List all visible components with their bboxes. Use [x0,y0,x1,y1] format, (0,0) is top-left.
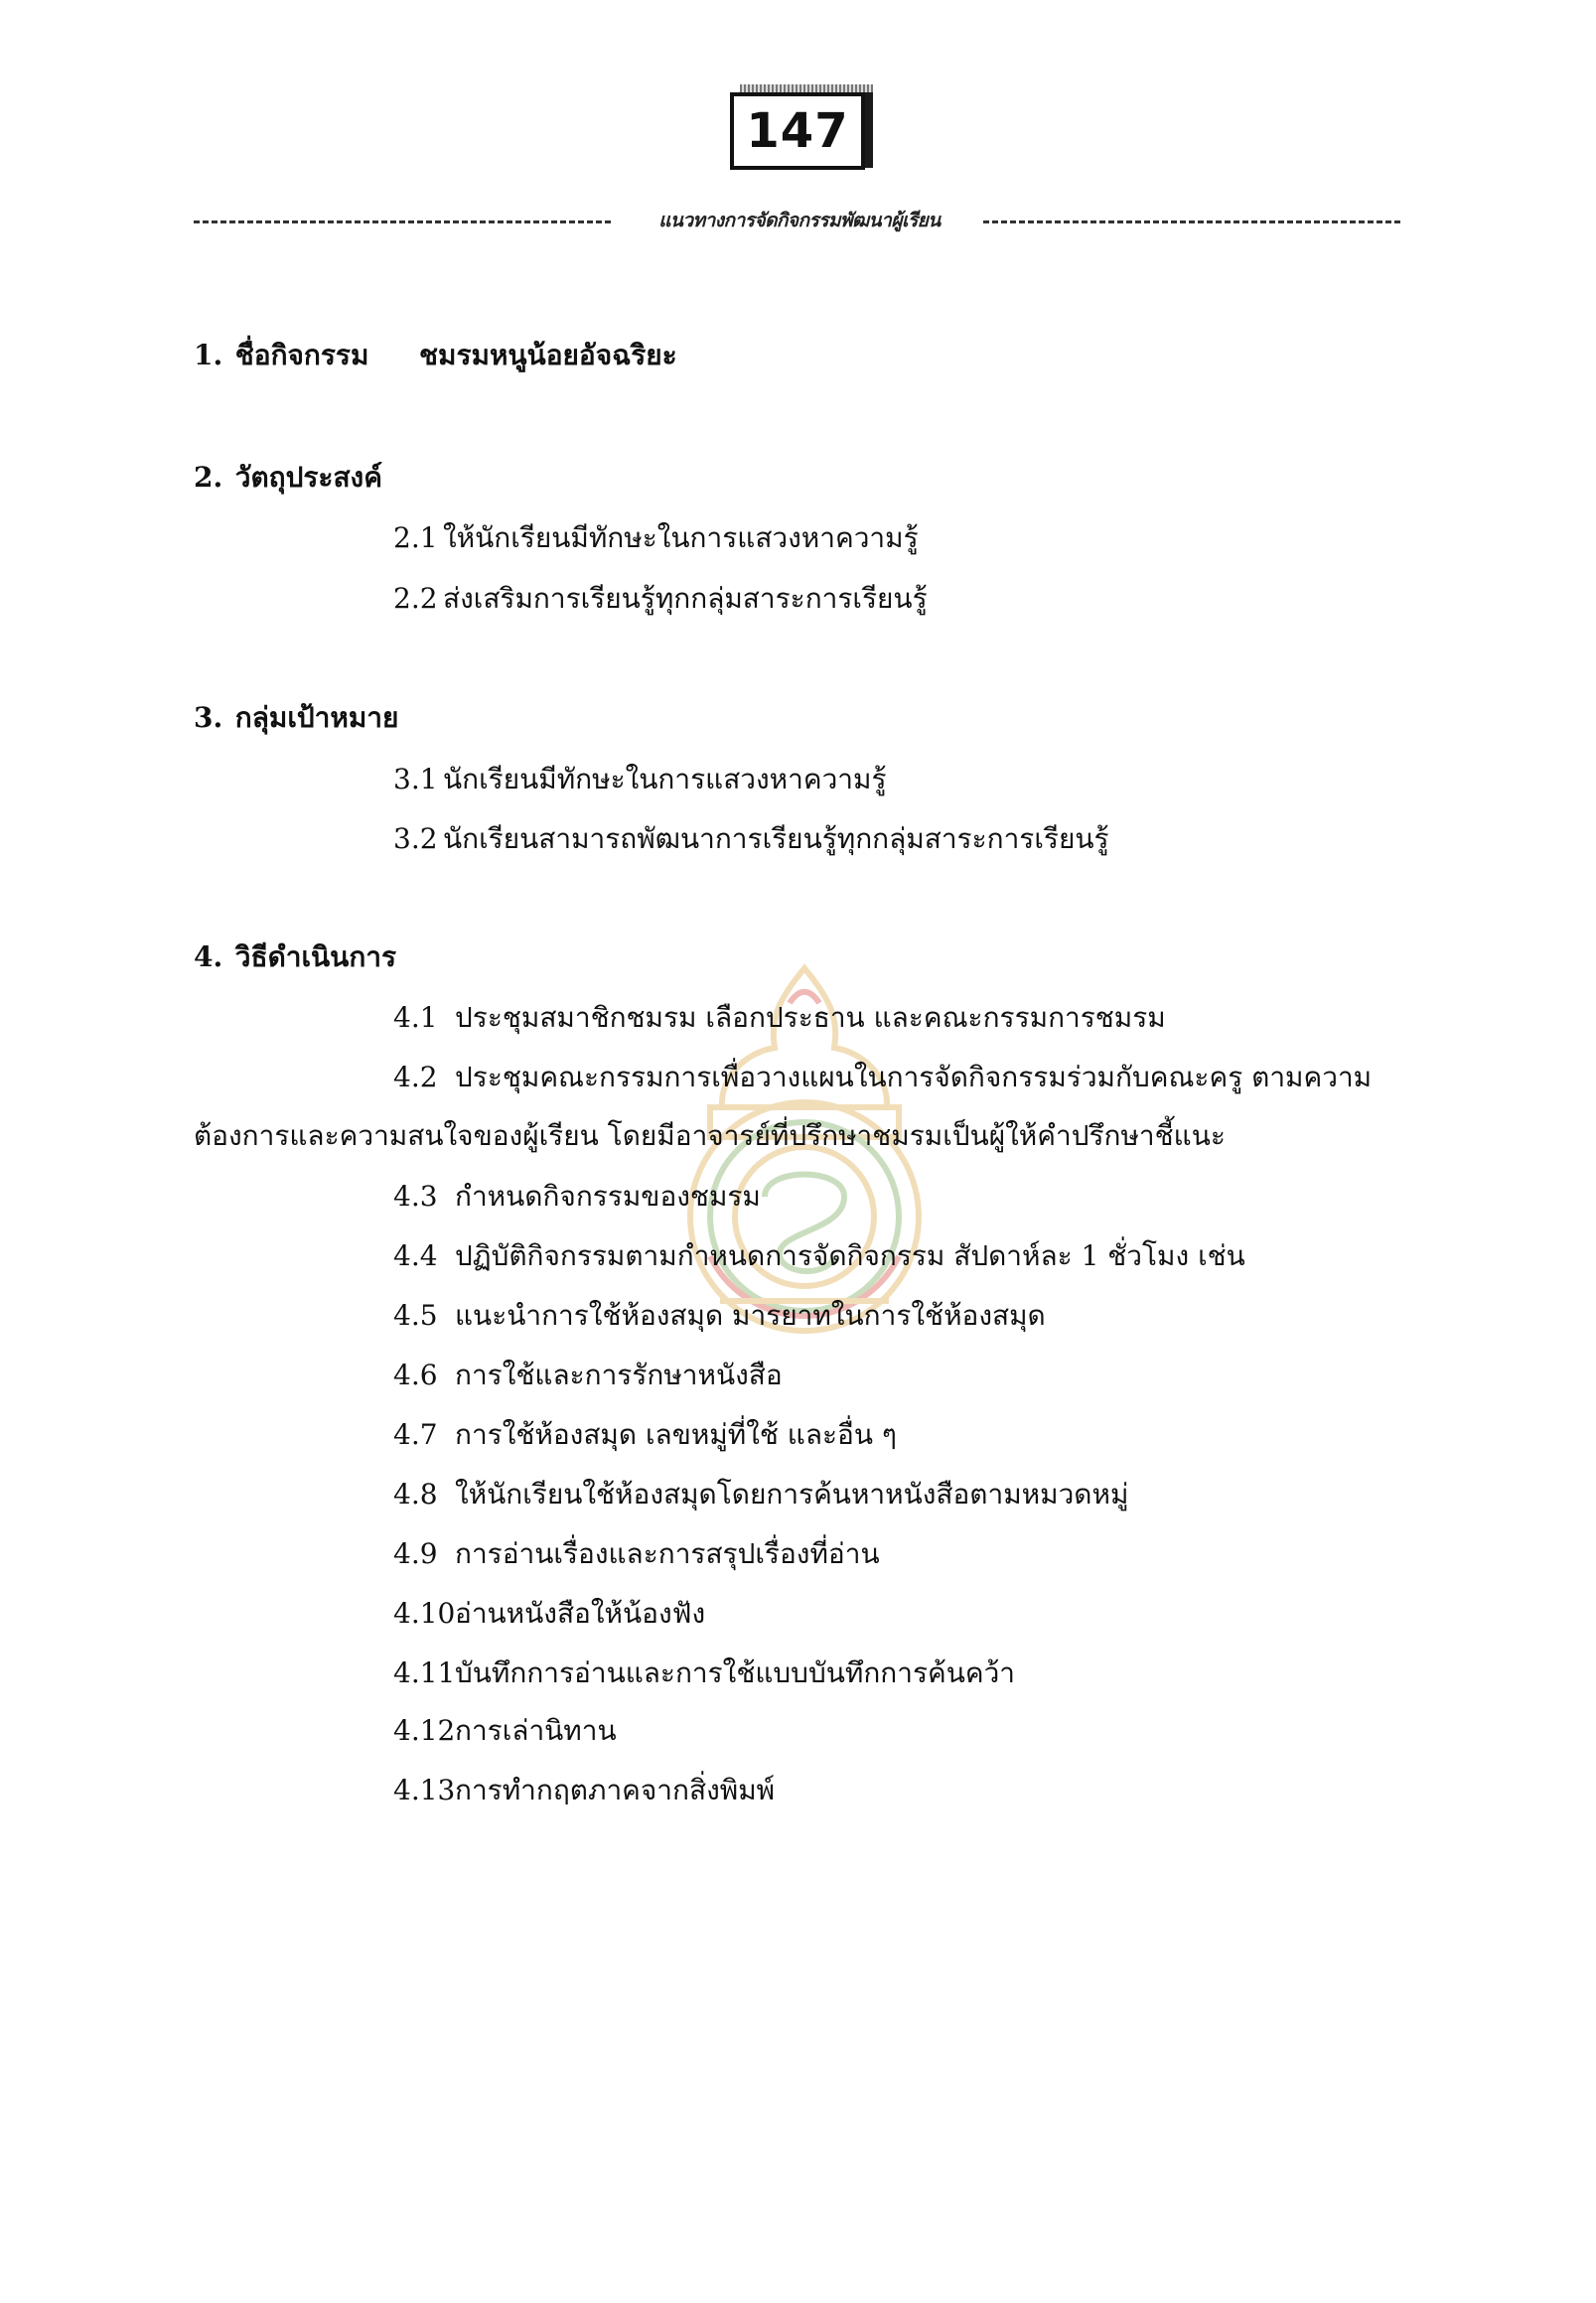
section-1-value: ชมรมหนูน้อยอัจฉริยะ [419,339,677,371]
list-item: 3.1 นักเรียนมีทักษะในการแสวงหาความรู้ [393,763,887,795]
list-item-continuation: ต้องการและความสนใจของผู้เรียน โดยมีอาจารย์ที่ปรึกษาชมรมเป็นผู้ให้คำปรึกษาชี้แนะ [194,1119,1226,1152]
section-2-heading [194,460,382,496]
page-number: 147 [730,92,865,170]
section-2-label: วัตถุประสงค์ [234,461,382,494]
header-title: แนวทางการจัดกิจกรรมพัฒนาผู้เรียน [658,210,941,231]
section-3-number: 3. [194,701,223,734]
section-3-heading [194,700,398,736]
section-1-label: ชื่อกิจกรรม [234,339,369,371]
list-item: 4.3 กำหนดกิจกรรมของชมรม [393,1180,761,1213]
list-item: 4.2 ประชุมคณะกรรมการเพื่อวางแผนในการจัดกิจกรรมร่วมกับคณะครู ตามความ [393,1061,1373,1093]
section-4-heading [194,939,396,975]
section-3-label: กลุ่มเป้าหมาย [234,701,399,734]
section-2-number: 2. [194,461,223,494]
list-item: 4.4 ปฏิบัติกิจกรรมตามกำหนดการจัดกิจกรรม สัปดาห์ละ 1 ชั่วโมง เช่น [393,1239,1245,1272]
list-item: 4.10อ่านหนังสือให้น้องฟัง [393,1597,706,1630]
section-1-number: 1. [194,339,223,371]
list-item: 4.9 การอ่านเรื่องและการสรุปเรื่องที่อ่าน [393,1537,880,1570]
list-item: 4.1 ประชุมสมาชิกชมรม เลือกประธาน และคณะกรรมการชมรม [393,1001,1166,1034]
list-item: 2.2 ส่งเสริมการเรียนรู้ทุกกลุ่มสาระการเรียนรู้ [393,582,928,615]
section-1-heading [194,338,368,373]
page-number-box [730,84,875,174]
list-item: 4.11บันทึกการอ่านและการใช้แบบบันทึกการค้นคว้า [393,1656,1016,1689]
list-item: 4.8 ให้นักเรียนใช้ห้องสมุดโดยการค้นหาหนังสือตามหมวดหมู่ [393,1478,1129,1511]
list-item: 2.1 ให้นักเรียนมีทักษะในการแสวงหาความรู้ [393,521,919,554]
list-item: 4.12การเล่านิทาน [393,1714,617,1747]
list-item: 4.7 การใช้ห้องสมุด เลขหมู่ที่ใช้ และอื่น ๆ [393,1418,897,1451]
section-4-number: 4. [194,940,223,973]
list-item: 4.13การทำกฤตภาคจากสิ่งพิมพ์ [393,1774,776,1806]
list-item: 3.2 นักเรียนสามารถพัฒนาการเรียนรู้ทุกกลุ่มสาระการเรียนรู้ [393,822,1109,855]
header-rule-right [983,220,1400,223]
section-4-label: วิธีดำเนินการ [234,940,397,973]
running-header [194,206,1400,235]
list-item: 4.6 การใช้และการรักษาหนังสือ [393,1359,783,1391]
list-item: 4.5 แนะนำการใช้ห้องสมุด มารยาทในการใช้ห้องสมุด [393,1299,1046,1332]
header-rule-left [194,220,611,223]
